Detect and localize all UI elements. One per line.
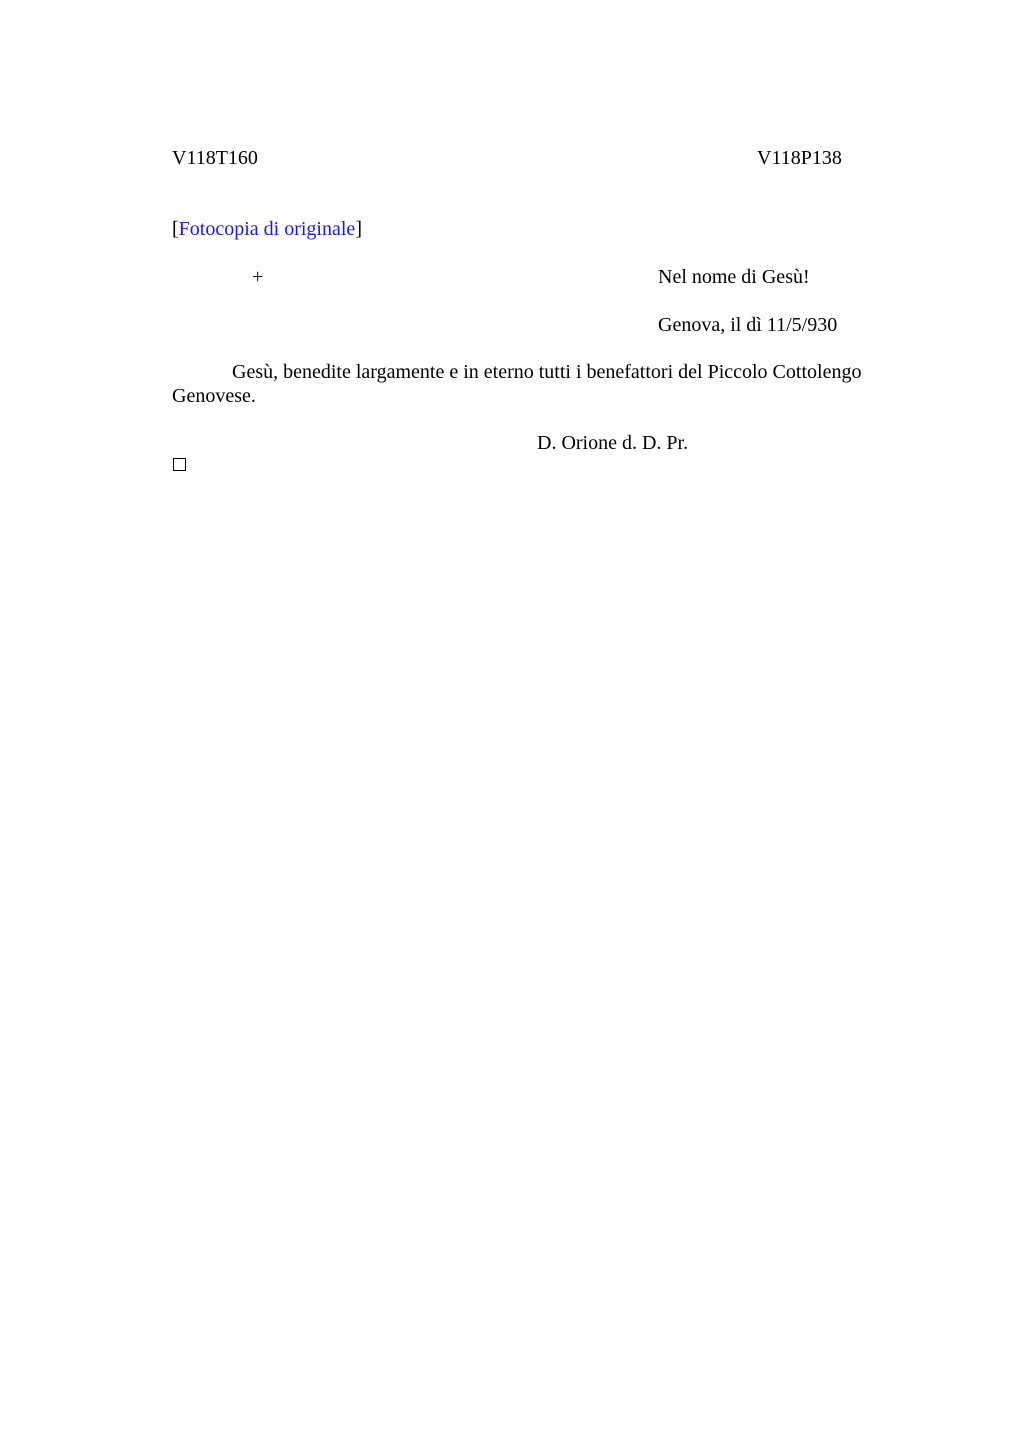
source-note [172, 217, 362, 241]
source-note-open-bracket: [ [172, 218, 179, 240]
letter-body: Gesù, benedite largamente e in eterno tutti i benefattori del Piccolo Cottolengo Genovese. [172, 361, 862, 407]
square-outline-icon [173, 458, 186, 471]
invocation-line: Nel nome di Gesù! [658, 266, 810, 288]
source-note-link[interactable]: Fotocopia di originale [178, 218, 356, 240]
cross-mark: + [252, 266, 264, 288]
signature: D. Orione d. D. Pr. [537, 432, 689, 454]
source-note-close-bracket: ] [355, 218, 362, 240]
document-code-left: V118T160 [172, 147, 258, 169]
document-code-right: V118P138 [757, 147, 842, 169]
place-date-line: Genova, il dì 11/5/930 [658, 314, 838, 336]
